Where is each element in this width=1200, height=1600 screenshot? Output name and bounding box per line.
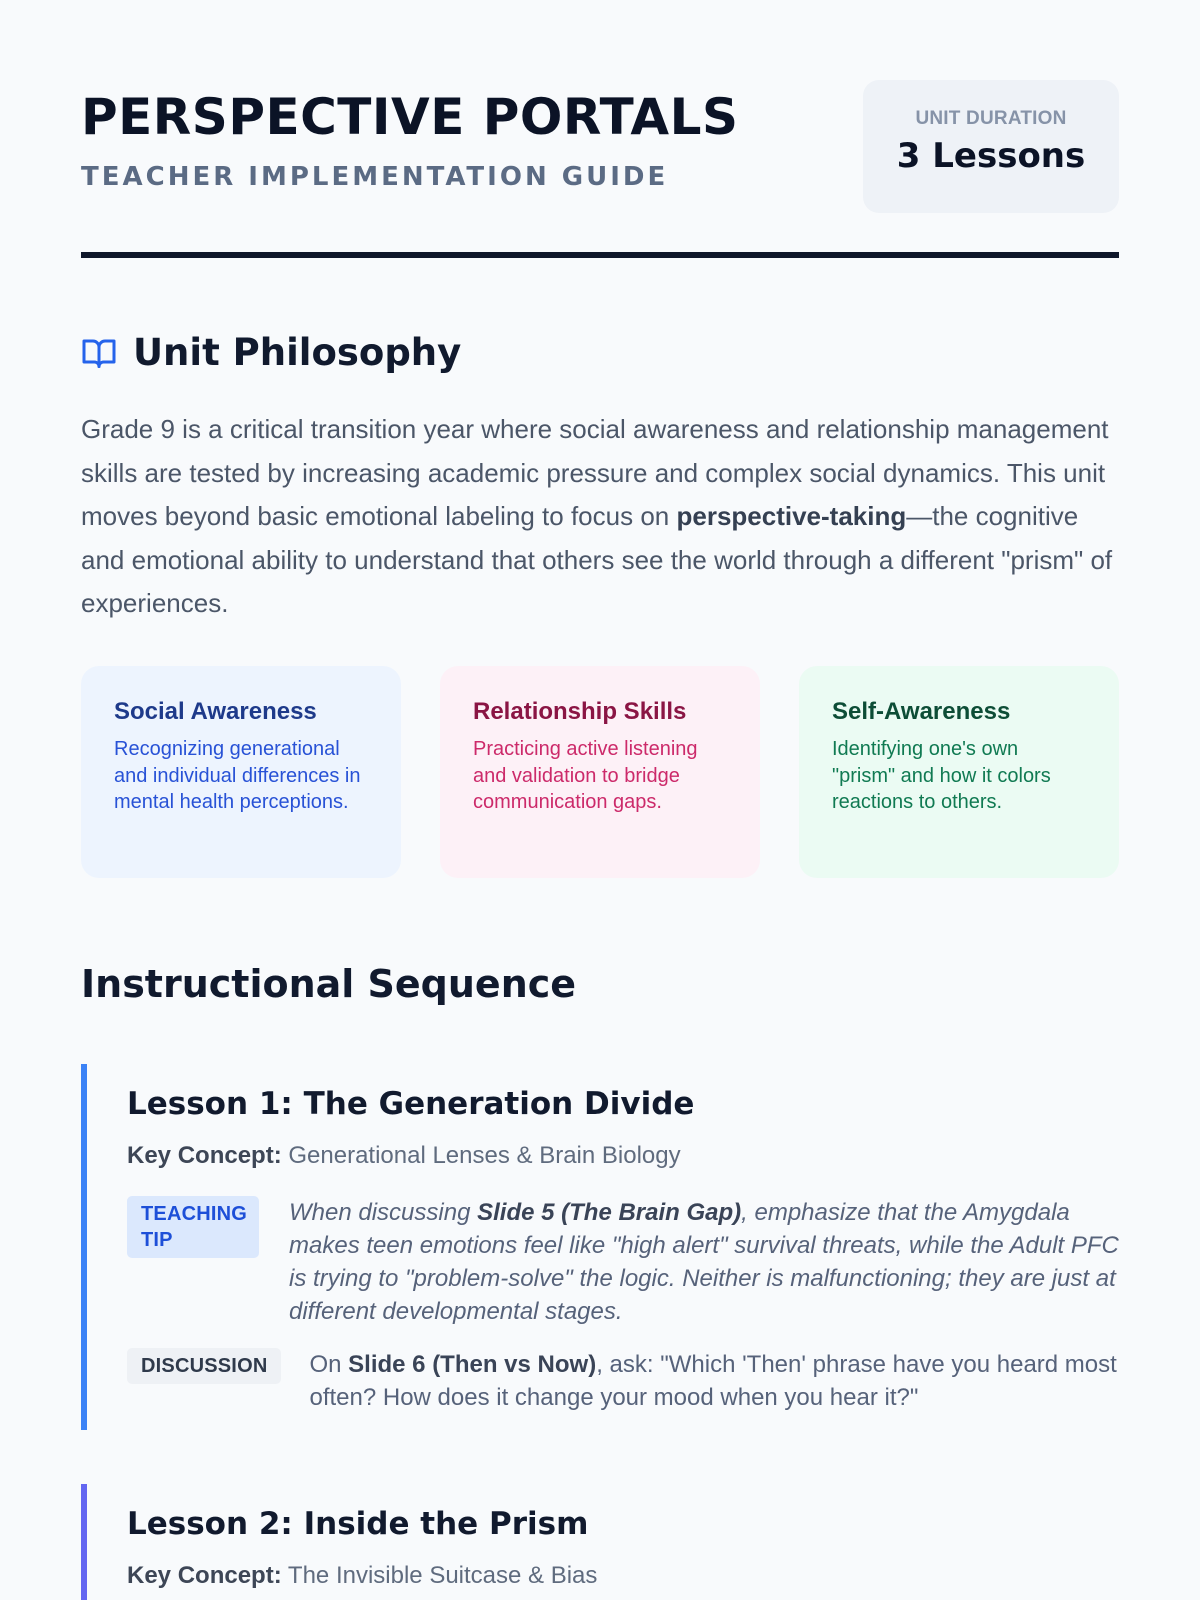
- competency-card-self-awareness: [799, 666, 1119, 878]
- unit-duration-value: 3 Lessons: [896, 136, 1086, 176]
- page-subtitle: TEACHER IMPLEMENTATION GUIDE: [81, 162, 669, 192]
- competency-description: Identifying one's own "prism" and how it colors reactions to others.: [832, 738, 1051, 813]
- header: [81, 80, 1119, 260]
- key-concept: [127, 1562, 1119, 1590]
- discussion-slide-ref: Slide 6 (Then vs Now): [348, 1351, 597, 1378]
- key-concept-label: Key Concept:: [127, 1562, 282, 1589]
- lesson-2-block: [81, 1484, 1119, 1600]
- competency-card-relationship-skills: [440, 666, 760, 878]
- lesson-accent-bar: [81, 1484, 87, 1600]
- competency-title: Self-Awareness: [832, 698, 1011, 725]
- competency-description: Recognizing generational and individual differences in mental health perceptions.: [114, 738, 361, 813]
- lesson-title: Lesson 1: The Generation Divide: [127, 1086, 695, 1122]
- unit-duration-label: UNIT DURATION: [915, 108, 1067, 129]
- key-concept-value: The Invisible Suitcase & Bias: [287, 1562, 598, 1589]
- philosophy-title: Unit Philosophy: [133, 331, 462, 374]
- unit-duration-badge: [863, 80, 1119, 213]
- philosophy-key-term: perspective-taking: [676, 501, 907, 531]
- philosophy-paragraph: [81, 408, 1119, 626]
- key-concept-value: Generational Lenses & Brain Biology: [288, 1142, 681, 1169]
- discussion-text: [309, 1348, 1119, 1414]
- teaching-tip: [127, 1196, 1119, 1328]
- philosophy-text-end: —the cognitive and emotional ability to understand that others see the world through a different "prism" of experiences.: [81, 501, 1113, 618]
- sequence-title: Instructional Sequence: [81, 962, 577, 1006]
- teaching-tip-tag: TEACHING TIP: [127, 1196, 259, 1258]
- discussion-text-end: , ask: "Which 'Then' phrase have you heard most often? How does it change your mood when you hear it?": [309, 1351, 1117, 1411]
- header-divider: [81, 252, 1119, 258]
- teaching-tip-text: [289, 1196, 1119, 1328]
- philosophy-text-start: Grade 9 is a critical transition year where social awareness and relationship management skills are tested by increasing academic pressure and complex social dynamics. This unit moves beyond basic emotional labeling to focus on: [81, 414, 1109, 531]
- lesson-1-block: [81, 1064, 1119, 1430]
- lesson-title: Lesson 2: Inside the Prism: [127, 1506, 589, 1542]
- page-title: PERSPECTIVE PORTALS: [81, 88, 739, 146]
- competency-card-social-awareness: [81, 666, 401, 878]
- tip-text-end: , emphasize that the Amygdala makes teen emotions feel like "high alert" survival threats, while the Adult PFC is trying to "problem-solve" the logic. Neither is malfunctioning; they are just at different developmental stages.: [289, 1199, 1119, 1325]
- philosophy-heading: [81, 331, 461, 374]
- competency-title: Relationship Skills: [473, 698, 687, 725]
- competency-description: Practicing active listening and validation to bridge communication gaps.: [473, 738, 698, 813]
- competency-title: Social Awareness: [114, 698, 317, 725]
- key-concept: [127, 1142, 1119, 1170]
- competency-cards: [81, 666, 1119, 878]
- open-book-icon: [81, 335, 117, 371]
- tip-text-start: When discussing: [289, 1199, 478, 1226]
- lesson-accent-bar: [81, 1064, 87, 1430]
- tip-slide-ref: Slide 5 (The Brain Gap): [477, 1199, 742, 1226]
- key-concept-label: Key Concept:: [127, 1142, 282, 1169]
- discussion-prompt: [127, 1348, 1119, 1414]
- discussion-tag: DISCUSSION: [127, 1348, 281, 1384]
- discussion-text-start: On: [309, 1351, 349, 1378]
